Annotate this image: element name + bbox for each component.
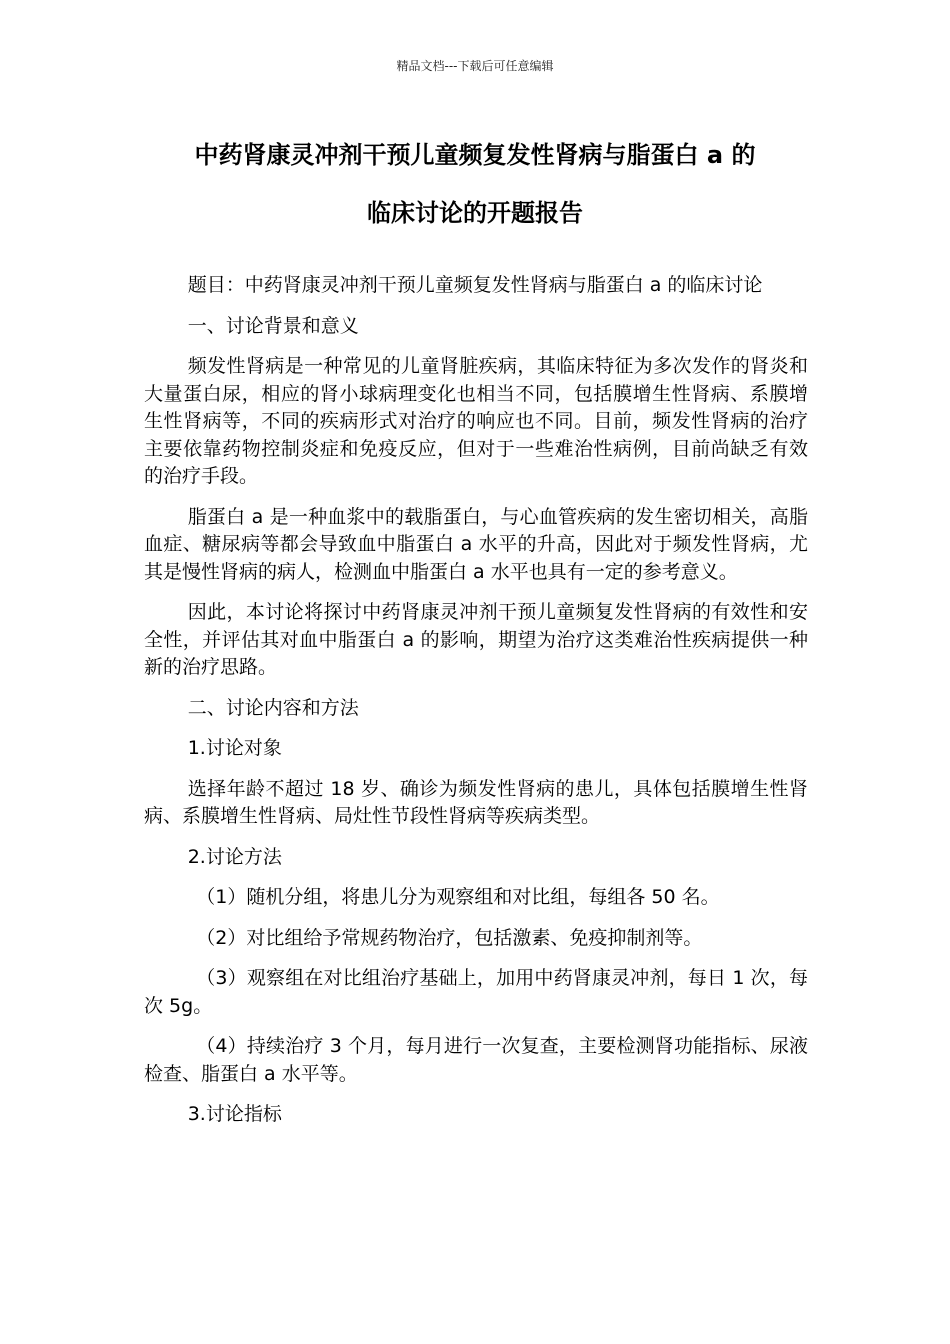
subsection-heading-indicators: 3.讨论指标 xyxy=(187,1103,282,1125)
document-title-line-2: 临床讨论的开题报告 xyxy=(367,199,583,227)
method-item-1: （1）随机分组，将患儿分为观察组和对比组，每组各 50 名。 xyxy=(196,886,720,908)
background-paragraph-2: 脂蛋白 a 是一种血浆中的载脂蛋白，与心血管疾病的发生密切相关，高脂血症、糖尿病等都会导致血中脂蛋白 a 水平的升高，因此对于频发性肾病，尤其是慢性肾病的病人，检测血中脂蛋白 a 水平也具有一定的参考意义。 xyxy=(144,505,808,583)
document-title-line-1: 中药肾康灵冲剂干预儿童频复发性肾病与脂蛋白 a 的 xyxy=(194,141,756,169)
subjects-paragraph: 选择年龄不超过 18 岁、确诊为频发性肾病的患儿，具体包括膜增生性肾病、系膜增生性肾病、局灶性节段性肾病等疾病类型。 xyxy=(144,777,808,827)
method-item-3: （3）观察组在对比组治疗基础上，加用中药肾康灵冲剂，每日 1 次，每次 5g。 xyxy=(144,967,808,1017)
background-paragraph-1: 频发性肾病是一种常见的儿童肾脏疾病，其临床特征为多次发作的肾炎和大量蛋白尿，相应的肾小球病理变化也相当不同，包括膜增生性肾病、系膜增生性肾病等，不同的疾病形式对治疗的响应也不同。目前，频发性肾病的治疗主要依靠药物控制炎症和免疫反应，但对于一些难治性病例，目前尚缺乏有效的治疗手段。 xyxy=(144,355,808,487)
method-item-2: （2）对比组给予常规药物治疗，包括激素、免疫抑制剂等。 xyxy=(196,926,703,949)
subsection-heading-subjects: 1.讨论对象 xyxy=(187,737,282,759)
section-heading-methods: 二、讨论内容和方法 xyxy=(187,696,359,719)
background-paragraph-3: 因此，本讨论将探讨中药肾康灵冲剂干预儿童频复发性肾病的有效性和安全性，并评估其对血中脂蛋白 a 的影响，期望为治疗这类难治性疾病提供一种新的治疗思路。 xyxy=(144,601,808,678)
topic-paragraph: 题目：中药肾康灵冲剂干预儿童频复发性肾病与脂蛋白 a 的临床讨论 xyxy=(187,274,763,296)
page-header: 精品文档---下载后可任意编辑 xyxy=(396,59,554,73)
section-heading-background: 一、讨论背景和意义 xyxy=(187,314,359,337)
method-item-4: （4）持续治疗 3 个月，每月进行一次复查，主要检测肾功能指标、尿液检查、脂蛋白 a 水平等。 xyxy=(144,1035,808,1085)
document-body xyxy=(144,272,808,1142)
subsection-heading-methods: 2.讨论方法 xyxy=(187,845,282,868)
